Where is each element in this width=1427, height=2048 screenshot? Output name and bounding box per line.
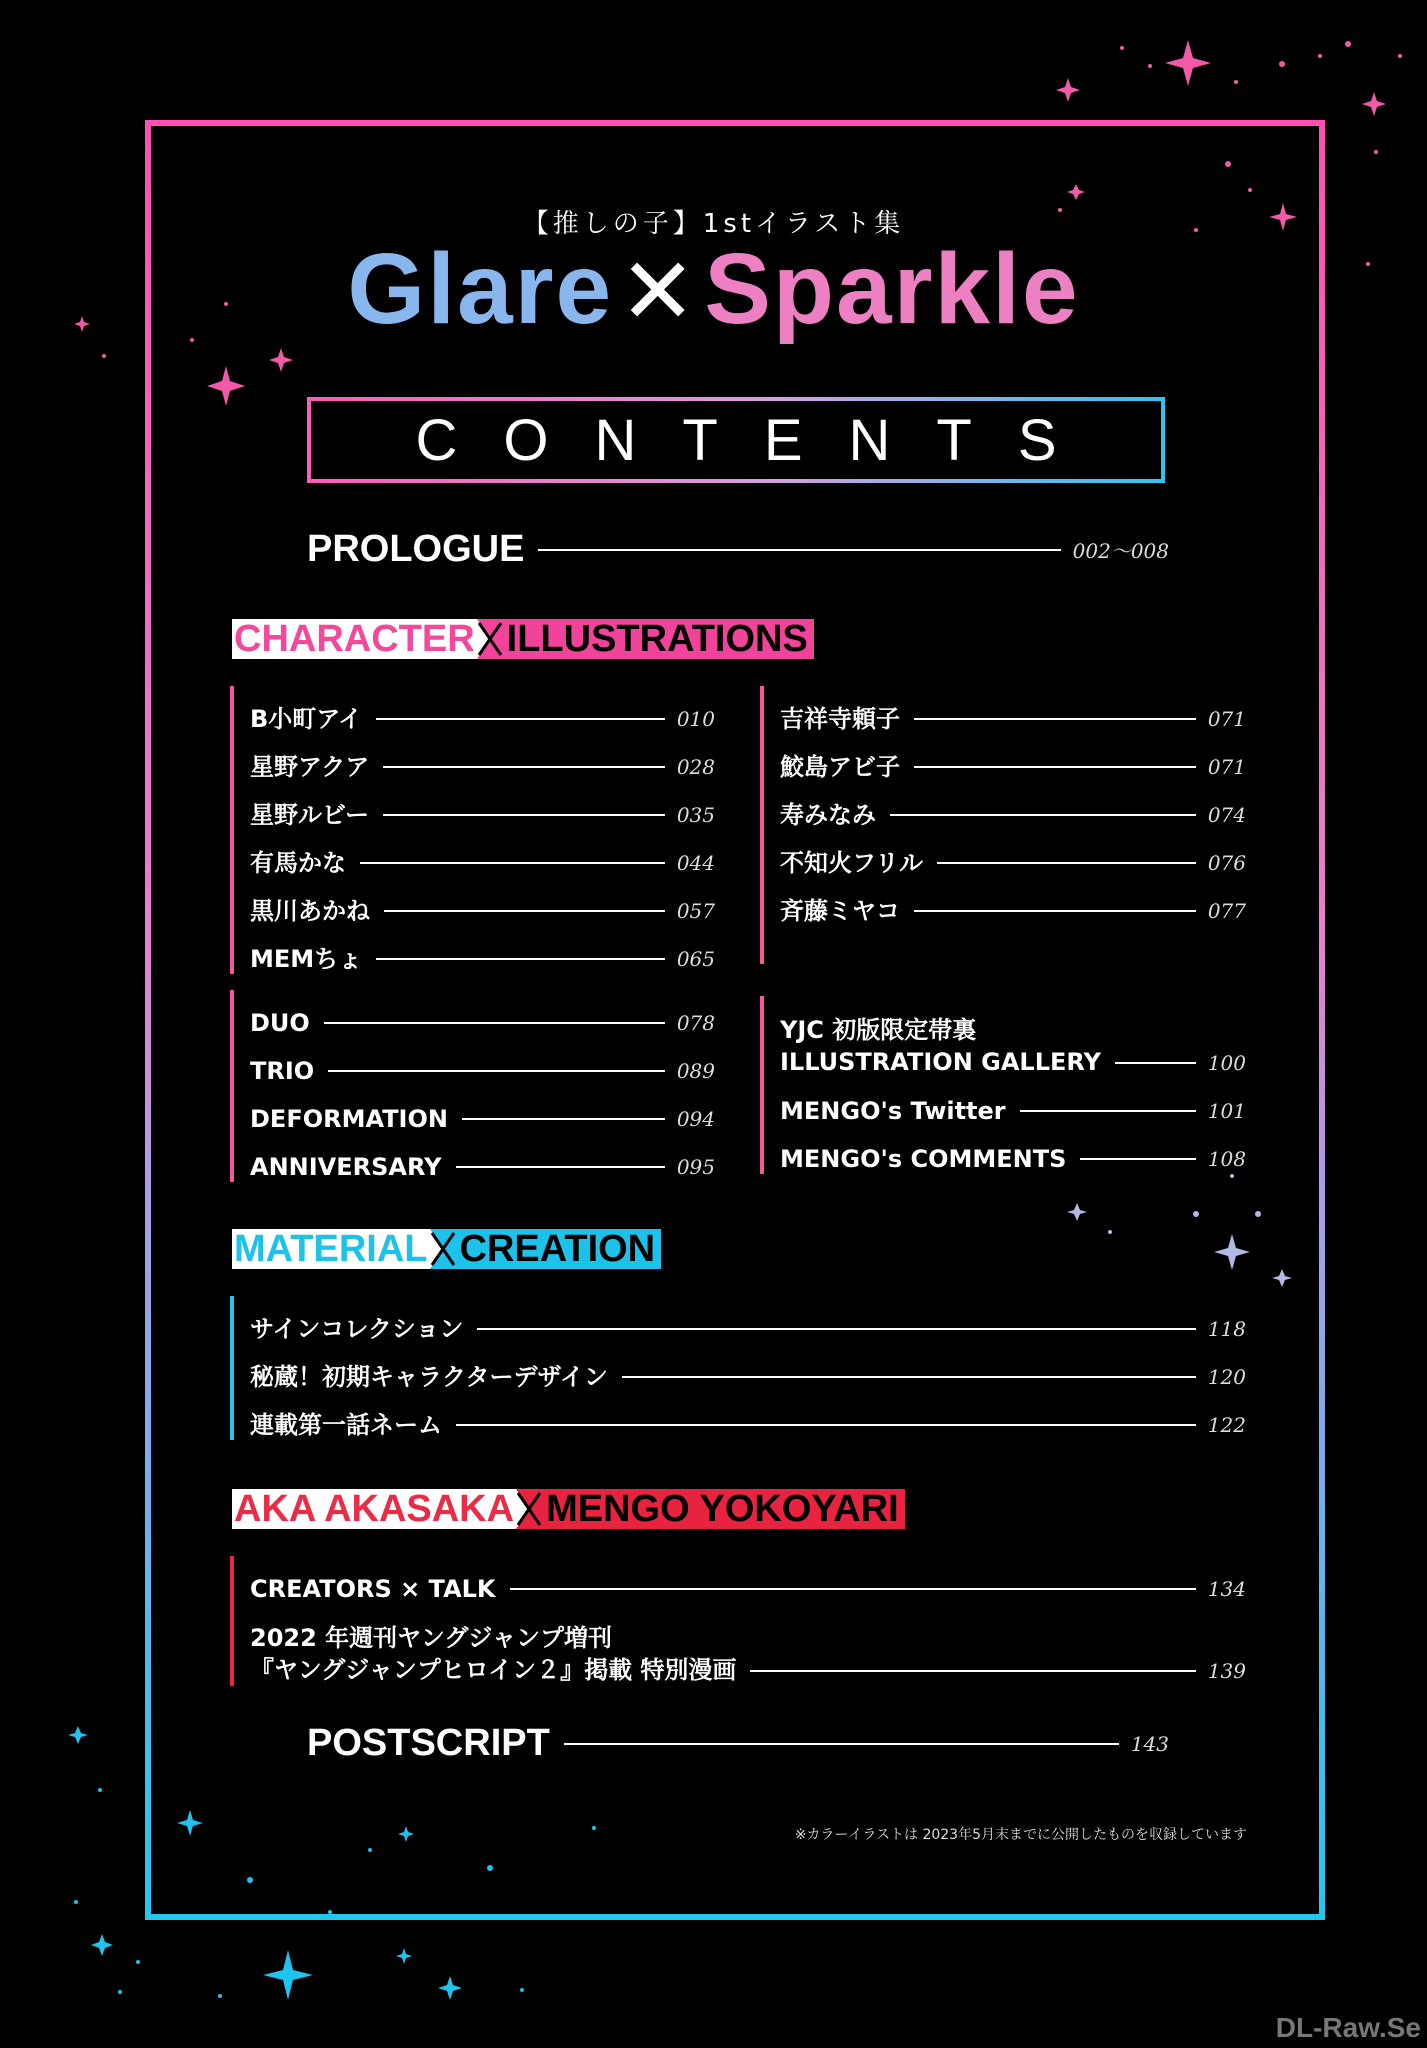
entry-label: B小町アイ — [250, 705, 363, 733]
banner-right-text: CREATION — [456, 1229, 662, 1269]
leader-line — [914, 766, 1196, 768]
leader-line — [376, 958, 665, 960]
entry-page: 044 — [676, 851, 715, 875]
entry-label: TRIO — [250, 1057, 315, 1085]
entry-page: 139 — [1207, 1659, 1246, 1683]
section-banner-material — [232, 1229, 661, 1269]
entry-label: 鮫島アビ子 — [780, 753, 900, 781]
leader-line — [1020, 1110, 1196, 1112]
entry-page: 122 — [1207, 1413, 1246, 1437]
entry-page: 118 — [1207, 1317, 1246, 1341]
entry-label-line1: 2022 年週刊ヤングジャンプ増刊 — [250, 1624, 612, 1652]
entry-label: DUO — [250, 1009, 310, 1037]
entry-label: MENGO's Twitter — [780, 1097, 1006, 1125]
toc-entry[interactable] — [780, 830, 1246, 878]
leader-line — [890, 814, 1196, 816]
entry-page: 134 — [1207, 1577, 1246, 1601]
title-glare: Glare — [347, 233, 614, 345]
prologue-label: PROLOGUE — [307, 528, 525, 570]
star-icon — [1362, 92, 1386, 116]
leader-line — [383, 766, 665, 768]
entry-page: 089 — [676, 1059, 715, 1083]
entry-page: 057 — [676, 899, 715, 923]
leader-line — [383, 814, 665, 816]
leader-line — [750, 1670, 1195, 1672]
entry-page: 095 — [676, 1155, 715, 1179]
postscript-page: 143 — [1130, 1731, 1169, 1756]
prologue-entry[interactable] — [307, 528, 1169, 571]
leader-line — [384, 910, 665, 912]
banner-right-text: MENGO YOKOYARI — [542, 1489, 905, 1529]
entry-label: DEFORMATION — [250, 1105, 448, 1133]
material-group — [230, 1296, 1246, 1440]
title-cross: ✕ — [619, 241, 699, 343]
toc-entry[interactable] — [250, 1392, 1246, 1440]
leader-line — [914, 718, 1196, 720]
toc-entry[interactable] — [250, 990, 715, 1038]
toc-entry[interactable] — [250, 782, 715, 830]
entry-label: 星野アクア — [250, 753, 370, 781]
entry-page: 094 — [676, 1107, 715, 1131]
entry-page: 108 — [1207, 1147, 1246, 1171]
leader-line — [622, 1376, 1196, 1378]
character-group-left — [230, 686, 715, 974]
leader-line — [324, 1022, 665, 1024]
section-banner-character — [232, 619, 814, 659]
toc-entry[interactable] — [250, 1556, 1246, 1604]
entry-page: 074 — [1207, 803, 1246, 827]
toc-entry[interactable] — [250, 686, 715, 734]
watermark: DL-Raw.Se — [1275, 2012, 1421, 2043]
book-title — [0, 232, 1427, 347]
toc-entry[interactable] — [250, 1086, 715, 1134]
toc-entry[interactable] — [250, 1296, 1246, 1344]
entry-label: 吉祥寺頼子 — [780, 705, 900, 733]
entry-label: 不知火フリル — [780, 849, 924, 877]
entry-page: 101 — [1207, 1099, 1246, 1123]
entry-page: 071 — [1207, 707, 1246, 731]
leader-line — [914, 910, 1196, 912]
postscript-label: POSTSCRIPT — [307, 1722, 550, 1764]
contents-heading-box — [307, 397, 1165, 483]
banner-cross — [477, 619, 503, 659]
entry-label: CREATORS × TALK — [250, 1575, 496, 1603]
entry-label-line1: YJC 初版限定帯裏 — [780, 1016, 977, 1044]
entry-page: 120 — [1207, 1365, 1246, 1389]
entry-page: 065 — [676, 947, 715, 971]
leader-line — [510, 1588, 1196, 1590]
entry-label — [780, 1014, 1101, 1078]
entry-label: サインコレクション — [250, 1315, 464, 1343]
toc-entry[interactable] — [250, 1344, 1246, 1392]
entry-page: 010 — [676, 707, 715, 731]
toc-entry[interactable] — [250, 1134, 715, 1182]
entry-label: 星野ルビー — [250, 801, 370, 829]
entry-page: 035 — [676, 803, 715, 827]
entry-label — [250, 1622, 736, 1686]
leader-line — [376, 718, 665, 720]
footnote: ※カラーイラストは 2023年5月末までに公開したものを収録しています — [794, 1827, 1247, 1843]
banner-right-text: ILLUSTRATIONS — [503, 619, 814, 659]
star-icon — [263, 1950, 313, 2000]
section-banner-creators — [232, 1489, 905, 1529]
leader-line — [1080, 1158, 1195, 1160]
toc-entry[interactable] — [780, 996, 1246, 1078]
entry-page: 077 — [1207, 899, 1246, 923]
banner-left-text: CHARACTER — [234, 618, 475, 660]
toc-entry[interactable] — [250, 878, 715, 926]
character-group-left-2 — [230, 990, 715, 1182]
banner-cross — [430, 1229, 456, 1269]
star-icon — [1165, 40, 1211, 86]
entry-label: 有馬かな — [250, 849, 346, 877]
star-icon — [68, 1726, 88, 1744]
creators-group — [230, 1556, 1246, 1686]
prologue-page: 002～008 — [1072, 539, 1169, 563]
toc-entry[interactable] — [780, 878, 1246, 926]
toc-entry[interactable] — [250, 830, 715, 878]
leader-line — [564, 1743, 1119, 1745]
leader-line — [1115, 1062, 1196, 1064]
leader-line — [328, 1070, 665, 1072]
entry-label-line2: ILLUSTRATION GALLERY — [780, 1048, 1101, 1076]
leader-line — [477, 1328, 1195, 1330]
toc-entry[interactable] — [780, 1126, 1246, 1174]
banner-left-text: MATERIAL — [234, 1228, 428, 1270]
entry-label: 黒川あかね — [250, 897, 370, 925]
leader-line — [462, 1118, 665, 1120]
leader-line — [456, 1424, 1196, 1426]
star-icon — [91, 1934, 113, 1956]
leader-line — [538, 549, 1060, 551]
character-group-right — [760, 686, 1246, 964]
entry-page: 071 — [1207, 755, 1246, 779]
title-sparkle: Sparkle — [704, 233, 1080, 345]
entry-label-line2: 『ヤングジャンプヒロイン２』掲載 特別漫画 — [250, 1656, 737, 1684]
entry-label: 秘蔵！初期キャラクターデザイン — [250, 1363, 608, 1391]
toc-entry[interactable] — [780, 782, 1246, 830]
postscript-entry[interactable] — [307, 1722, 1169, 1765]
toc-entry[interactable] — [250, 734, 715, 782]
entry-label: MENGO's COMMENTS — [780, 1145, 1067, 1173]
star-icon — [438, 1976, 462, 2000]
leader-line — [360, 862, 665, 864]
entry-page: 078 — [676, 1011, 715, 1035]
entry-page: 028 — [676, 755, 715, 779]
contents-heading: CONTENTS — [415, 407, 1103, 473]
leader-line — [456, 1166, 665, 1168]
entry-label: ANNIVERSARY — [250, 1153, 442, 1181]
banner-left-text: AKA AKASAKA — [234, 1488, 515, 1530]
toc-entry[interactable] — [250, 1038, 715, 1086]
star-icon — [1056, 78, 1080, 102]
entry-page: 076 — [1207, 851, 1246, 875]
toc-entry[interactable] — [250, 926, 715, 974]
entry-label: 斉藤ミヤコ — [780, 897, 900, 925]
toc-entry[interactable] — [250, 1604, 1246, 1686]
entry-page: 100 — [1207, 1051, 1246, 1075]
entry-label: MEMちょ — [250, 945, 363, 973]
character-group-right-2 — [760, 996, 1246, 1174]
toc-entry[interactable] — [780, 1078, 1246, 1126]
entry-label: 連載第一話ネーム — [250, 1411, 442, 1439]
banner-cross — [516, 1489, 542, 1529]
entry-label: 寿みなみ — [780, 801, 876, 829]
toc-entry[interactable] — [780, 734, 1246, 782]
toc-entry[interactable] — [780, 686, 1246, 734]
book-subtitle: 【推しの子】1stイラスト集 — [522, 209, 905, 239]
leader-line — [937, 862, 1196, 864]
star-icon — [396, 1948, 412, 1964]
